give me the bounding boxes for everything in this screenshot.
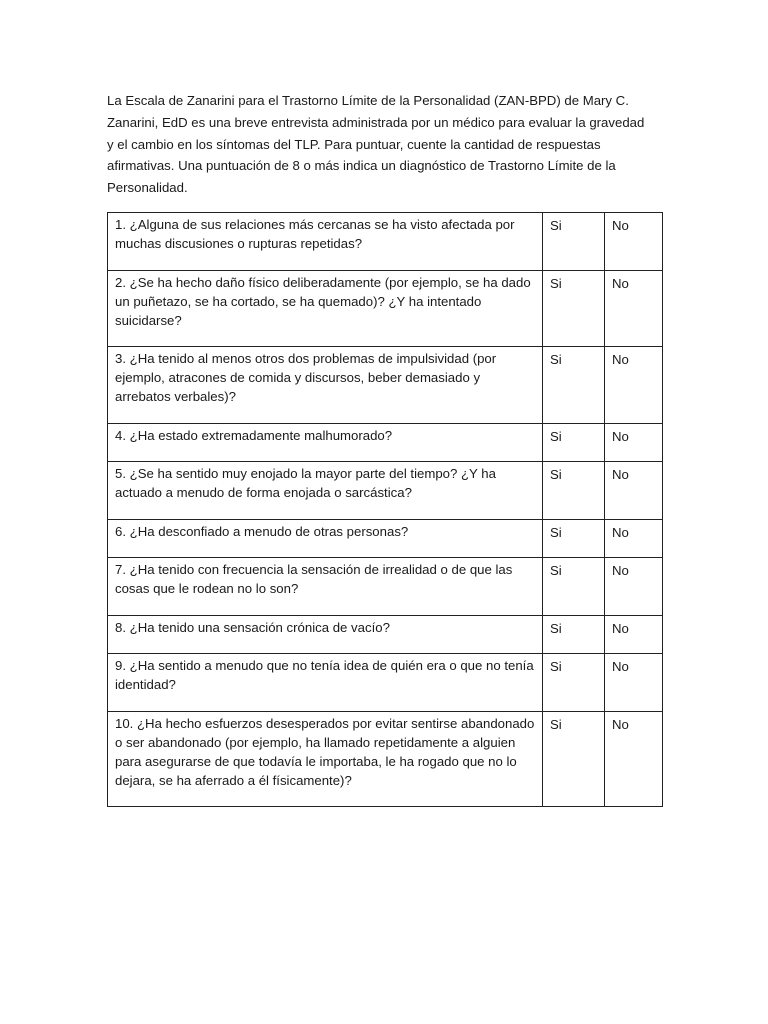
answer-no[interactable]: No — [605, 616, 663, 654]
answer-yes[interactable]: Si — [543, 271, 605, 347]
answer-no[interactable]: No — [605, 558, 663, 616]
question-text: 8. ¿Ha tenido una sensación crónica de vacío? — [108, 616, 543, 654]
answer-no[interactable]: No — [605, 347, 663, 424]
answer-no[interactable]: No — [605, 424, 663, 462]
question-text: 1. ¿Alguna de sus relaciones más cercanas se ha visto afectada por muchas discusiones o rupturas repetidas? — [108, 213, 543, 271]
answer-no[interactable]: No — [605, 462, 663, 520]
question-text: 10. ¿Ha hecho esfuerzos desesperados por evitar sentirse abandonado o ser abandonado (por ejemplo, ha llamado repetidamente a alguien para asegurarse de que todavía le importaba, le ha rogado que no lo dejara, se ha aferrado a él físicamente)? — [108, 712, 543, 807]
table-row — [108, 616, 663, 654]
answer-yes[interactable]: Si — [543, 462, 605, 520]
answer-no[interactable]: No — [605, 271, 663, 347]
question-text: 5. ¿Se ha sentido muy enojado la mayor parte del tiempo? ¿Y ha actuado a menudo de forma enojada o sarcástica? — [108, 462, 543, 520]
table-row — [108, 520, 663, 558]
answer-yes[interactable]: Si — [543, 654, 605, 712]
table-row — [108, 712, 663, 807]
table-row — [108, 347, 663, 424]
question-text: 7. ¿Ha tenido con frecuencia la sensación de irrealidad o de que las cosas que le rodean no lo son? — [108, 558, 543, 616]
question-text: 3. ¿Ha tenido al menos otros dos problemas de impulsividad (por ejemplo, atracones de comida y discursos, beber demasiado y arrebatos verbales)? — [108, 347, 543, 424]
answer-yes[interactable]: Si — [543, 424, 605, 462]
question-text: 9. ¿Ha sentido a menudo que no tenía idea de quién era o que no tenía identidad? — [108, 654, 543, 712]
table-row — [108, 213, 663, 271]
answer-no[interactable]: No — [605, 712, 663, 807]
answer-yes[interactable]: Si — [543, 347, 605, 424]
table-row — [108, 462, 663, 520]
answer-yes[interactable]: Si — [543, 558, 605, 616]
questionnaire-table — [107, 212, 663, 807]
question-text: 6. ¿Ha desconfiado a menudo de otras personas? — [108, 520, 543, 558]
answer-yes[interactable]: Si — [543, 616, 605, 654]
intro-paragraph: La Escala de Zanarini para el Trastorno Límite de la Personalidad (ZAN-BPD) de Mary C. Zanarini, EdD es una breve entrevista administrada por un médico para evaluar la gravedad y el cambio en los síntomas del TLP. Para puntuar, cuente la cantidad de respuestas afirmativas. Una puntuación de 8 o más indica un diagnóstico de Trastorno Límite de la Personalidad. — [107, 93, 645, 196]
table-row — [108, 654, 663, 712]
table-row — [108, 424, 663, 462]
answer-no[interactable]: No — [605, 213, 663, 271]
answer-yes[interactable]: Si — [543, 520, 605, 558]
answer-yes[interactable]: Si — [543, 712, 605, 807]
answer-no[interactable]: No — [605, 520, 663, 558]
table-row — [108, 271, 663, 347]
answer-no[interactable]: No — [605, 654, 663, 712]
question-text: 2. ¿Se ha hecho daño físico deliberadamente (por ejemplo, se ha dado un puñetazo, se ha cortado, se ha quemado)? ¿Y ha intentado suicidarse? — [108, 271, 543, 347]
answer-yes[interactable]: Si — [543, 213, 605, 271]
table-row — [108, 558, 663, 616]
question-text: 4. ¿Ha estado extremadamente malhumorado? — [108, 424, 543, 462]
